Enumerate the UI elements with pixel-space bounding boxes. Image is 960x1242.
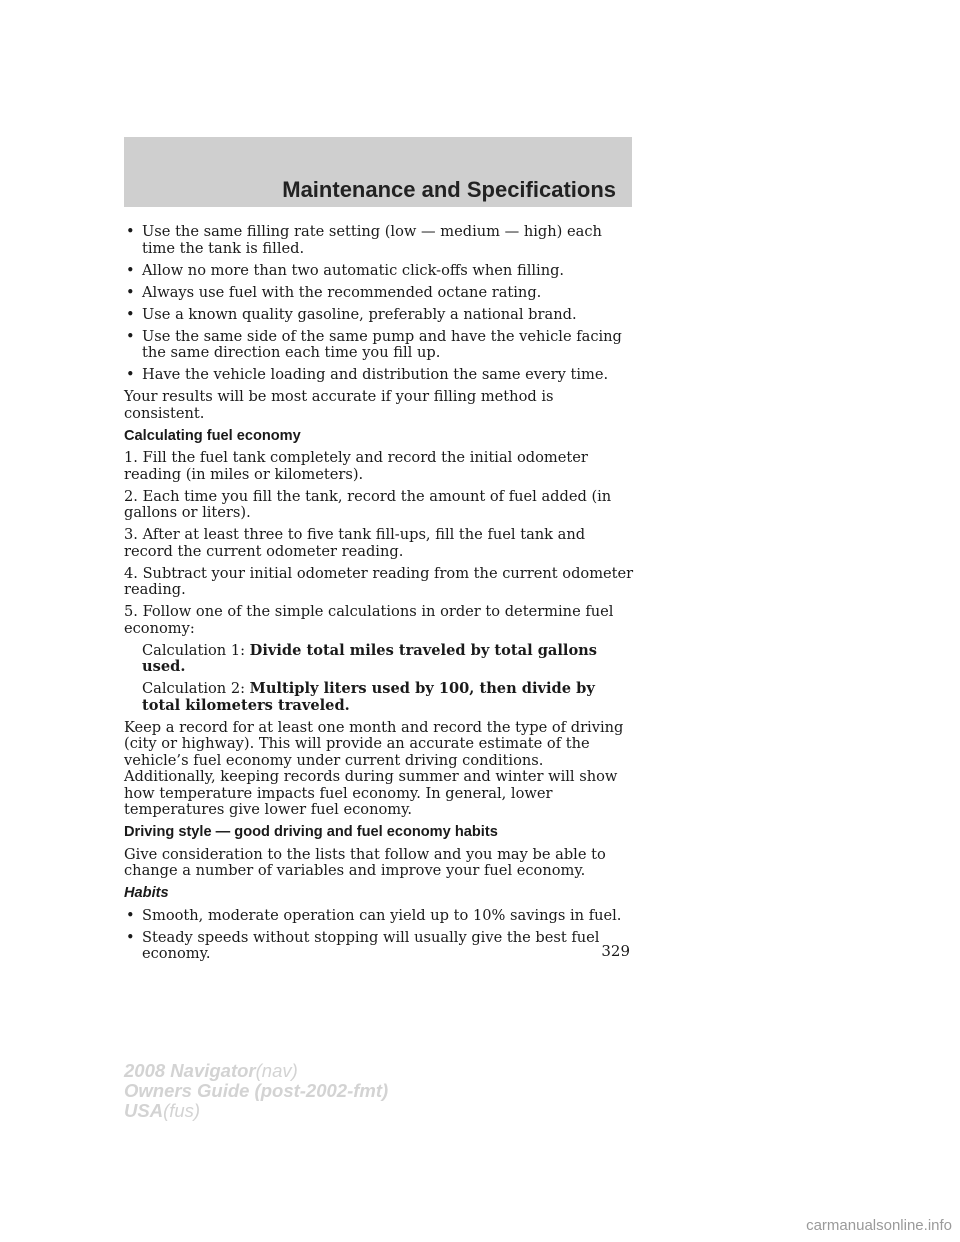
footer-line-3 — [124, 1101, 388, 1121]
driving-intro: Give consideration to the lists that follow and you may be able to change a number of variables and improve your fuel economy. — [124, 845, 606, 879]
list-item — [124, 307, 636, 324]
section-header-band — [124, 137, 632, 207]
list-item-text: Use the same side of the same pump and have the vehicle facing the same direction each time you fill up. — [142, 327, 622, 361]
list-item-text: Use the same filling rate setting (low — medium — high) each time the tank is filled. — [142, 223, 602, 257]
page-content — [124, 224, 636, 968]
footer-market: USA — [124, 1100, 164, 1121]
list-item-text: Steady speeds without stopping will usually give the best fuel economy. — [142, 928, 600, 962]
calc-step-5: 5. Follow one of the simple calculations in order to determine fuel economy: — [124, 603, 614, 637]
bullet-icon: • — [126, 305, 135, 323]
calculation-2 — [124, 681, 636, 714]
section-title: Maintenance and Specifications — [282, 177, 616, 202]
footer-line-2: Owners Guide (post-2002-fmt) — [124, 1080, 389, 1101]
calc-step-1: 1. Fill the fuel tank completely and record the initial odometer reading (in miles or kilometers). — [124, 449, 588, 483]
bullet-icon: • — [126, 906, 135, 924]
bullet-icon: • — [126, 223, 135, 240]
list-item — [124, 908, 636, 925]
list-item — [124, 224, 636, 257]
bullet-icon: • — [126, 366, 135, 383]
calc-step-4: 4. Subtract your initial odometer reading from the current odometer reading. — [124, 564, 634, 598]
calculation-1 — [124, 643, 636, 676]
calculation-2-label: Calculation 2: — [142, 680, 250, 697]
calc-step-2: 2. Each time you fill the tank, record the amount of fuel added (in gallons or liters). — [124, 487, 612, 521]
document-footer — [124, 1061, 388, 1121]
list-item-text: Always use fuel with the recommended octane rating. — [142, 283, 542, 301]
list-item-text: Smooth, moderate operation can yield up to 10% savings in fuel. — [142, 906, 622, 924]
list-item — [124, 367, 636, 384]
record-note: Keep a record for at least one month and record the type of driving (city or highway). This will provide an accurate estimate of the vehicle’s fuel economy under current driving conditions. Additionally, keeping records during summer and winter will show how temperature impacts fuel economy. In general, lower temperatures give lower fuel economy. — [124, 718, 624, 818]
calc-step-3: 3. After at least three to five tank fill-ups, fill the fuel tank and record the current odometer reading. — [124, 526, 586, 560]
site-watermark: carmanualsonline.info — [806, 1217, 952, 1234]
calculation-1-text: Divide total miles traveled by total gallons used. — [142, 641, 598, 675]
consistency-note: Your results will be most accurate if your filling method is consistent. — [124, 388, 554, 422]
bullet-icon: • — [126, 283, 135, 301]
list-item-text: Have the vehicle loading and distribution the same every time. — [142, 366, 609, 383]
footer-model-code: (nav) — [255, 1060, 298, 1081]
page-number: 329 — [601, 942, 630, 960]
list-item — [124, 285, 636, 302]
habits-heading: Habits — [124, 885, 169, 901]
footer-line-1 — [124, 1061, 388, 1081]
driving-style-heading: Driving style — good driving and fuel economy habits — [124, 824, 498, 840]
list-item — [124, 930, 636, 963]
footer-market-code: (fus) — [163, 1100, 201, 1121]
list-item — [124, 263, 636, 280]
calculation-2-text: Multiply liters used by 100, then divide by total kilometers traveled. — [142, 680, 595, 714]
list-item-text: Use a known quality gasoline, preferably a national brand. — [142, 305, 577, 323]
bullet-icon: • — [126, 261, 135, 279]
bullet-icon: • — [126, 928, 135, 946]
calculation-1-label: Calculation 1: — [142, 641, 250, 659]
list-item-text: Allow no more than two automatic click-offs when filling. — [142, 261, 565, 279]
calculating-heading: Calculating fuel economy — [124, 427, 301, 444]
list-item — [124, 329, 636, 362]
bullet-icon: • — [126, 327, 135, 345]
footer-model: 2008 Navigator — [124, 1060, 256, 1081]
